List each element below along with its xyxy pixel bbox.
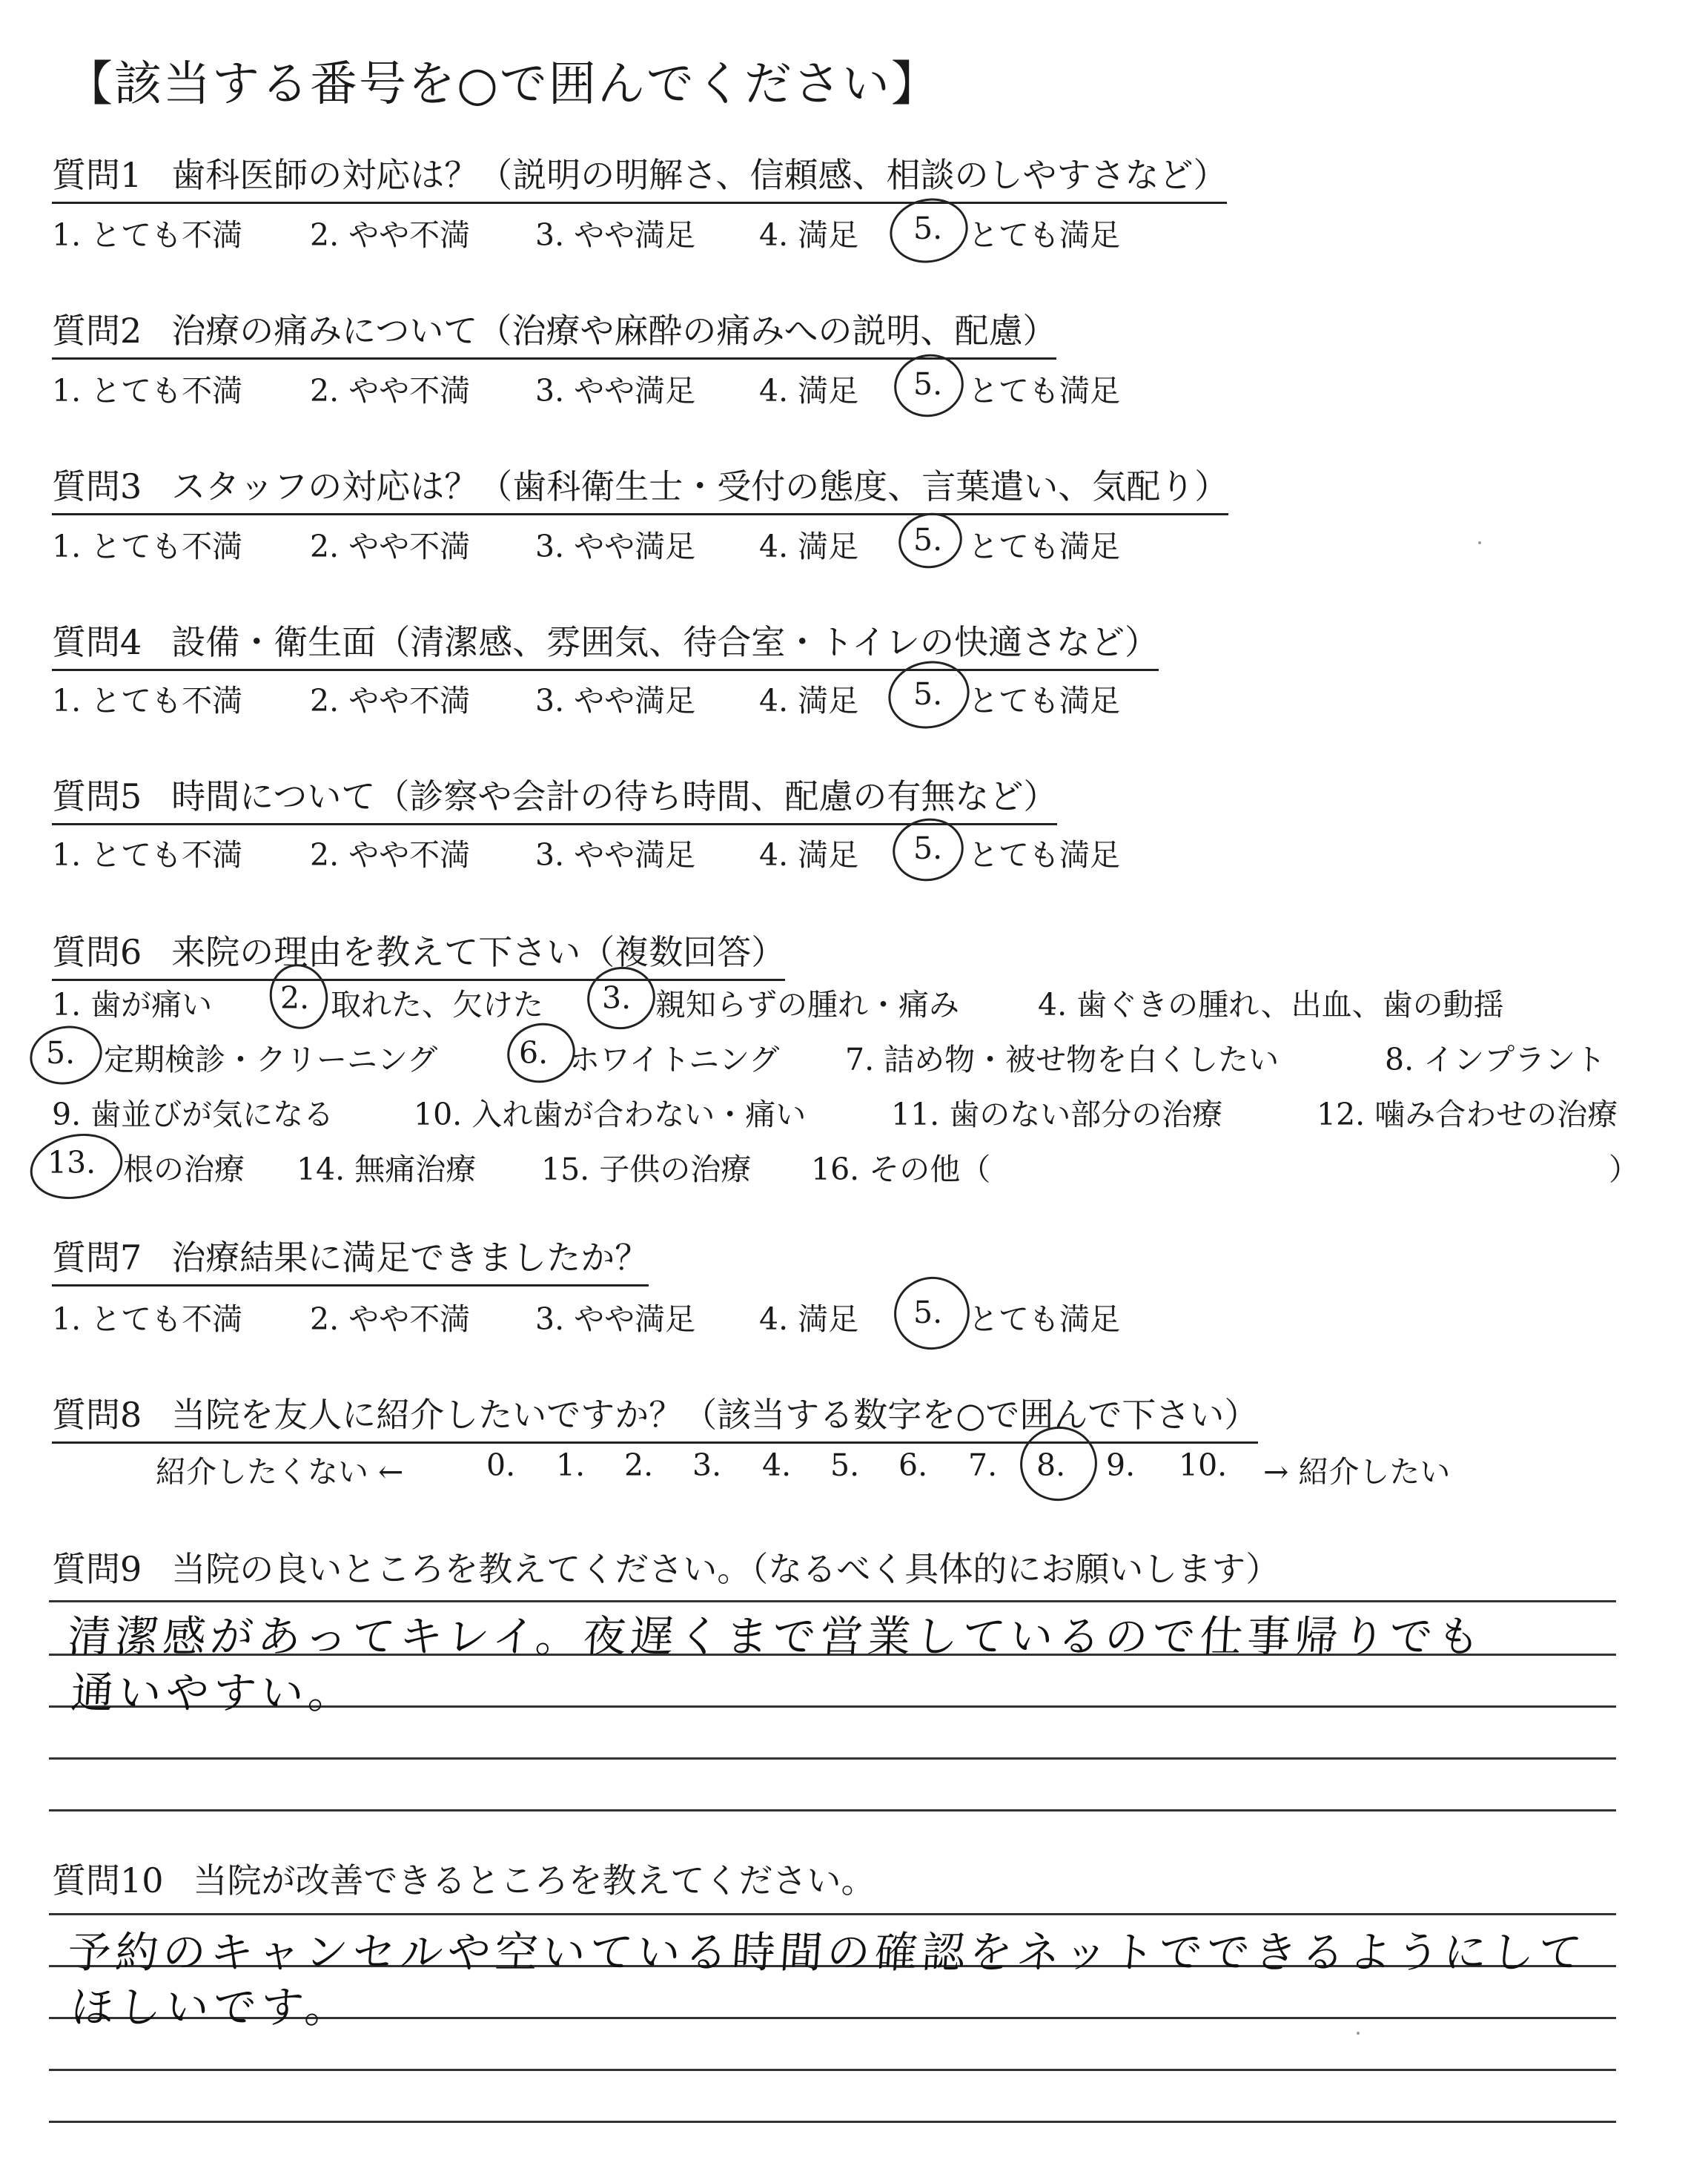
q5-option-3[interactable]: 3. やや満足 (535, 837, 696, 873)
q6-option-5-number[interactable]: 5. (46, 1035, 76, 1071)
question-3-text: スタッフの対応は？（歯科衛生士・受付の態度、言葉遣い、気配り） (171, 466, 1229, 506)
question-3-number: 質問3 (52, 466, 142, 506)
q6-option-6-number[interactable]: 6. (519, 1035, 549, 1071)
question-2-number: 質問2 (52, 311, 142, 351)
question-4-heading (52, 615, 1159, 671)
q6-option-9[interactable]: 9. 歯並びが気になる (52, 1097, 334, 1132)
q7-answer-circle (887, 1269, 976, 1356)
q8-left-label: 紹介したくない ← (156, 1454, 404, 1490)
q9-answer-line-5 (49, 1809, 1616, 1811)
q1-option-5[interactable]: 5. (913, 211, 943, 246)
q6-option-2-label: 取れた、欠けた (331, 987, 543, 1023)
q7-option-5-label: とても満足 (968, 1301, 1120, 1337)
question-10-heading (52, 1854, 875, 1903)
q5-option-2[interactable]: 2. やや不満 (310, 837, 471, 873)
q6-option-16-close-paren: ） (1609, 1152, 1639, 1187)
q4-option-4[interactable]: 4. 満足 (759, 683, 859, 719)
q2-option-4[interactable]: 4. 満足 (759, 373, 859, 409)
q3-answer-circle (893, 507, 967, 574)
question-9-text: 当院の良いところを教えてください。（なるべく具体的にお願いします） (171, 1549, 1280, 1589)
q9-answer-line-4 (49, 1757, 1616, 1760)
question-2-text: 治療の痛みについて（治療や麻酔の痛みへの説明、配慮） (171, 311, 1057, 351)
question-9-number: 質問9 (52, 1549, 142, 1589)
q7-option-1[interactable]: 1. とても不満 (52, 1301, 243, 1337)
question-5-number: 質問5 (52, 776, 142, 816)
q8-option-0[interactable]: 0. (486, 1447, 516, 1483)
q6-answer-circle-13 (24, 1126, 128, 1207)
q8-option-4[interactable]: 4. (762, 1447, 792, 1483)
q2-option-1[interactable]: 1. とても不満 (52, 373, 243, 409)
q10-answer-line-4 (49, 2069, 1616, 2071)
q2-option-2[interactable]: 2. やや不満 (310, 373, 471, 409)
q8-option-6[interactable]: 6. (898, 1447, 928, 1483)
q3-option-5-label: とても満足 (968, 529, 1120, 564)
question-1-text: 歯科医師の対応は？（説明の明解さ、信頼感、相談のしやすさなど） (171, 155, 1228, 195)
q8-option-2[interactable]: 2. (624, 1447, 654, 1483)
q3-option-3[interactable]: 3. やや満足 (535, 529, 696, 564)
q8-option-5[interactable]: 5. (830, 1447, 860, 1483)
question-1-number: 質問1 (52, 155, 142, 195)
question-6-number: 質問6 (52, 932, 142, 972)
q7-option-2[interactable]: 2. やや不満 (310, 1301, 471, 1337)
q6-option-11[interactable]: 11. 歯のない部分の治療 (891, 1097, 1223, 1132)
q5-option-4[interactable]: 4. 満足 (759, 837, 859, 873)
q1-option-3[interactable]: 3. やや満足 (535, 217, 696, 253)
question-3-heading (52, 460, 1228, 515)
q8-option-10[interactable]: 10. (1179, 1447, 1228, 1483)
q3-option-4[interactable]: 4. 満足 (759, 529, 859, 564)
question-10-number: 質問10 (52, 1860, 164, 1900)
q9-handwritten-answer-1: 清潔感があってキレイ。夜遅くまで営業しているので仕事帰りでも (66, 1611, 1486, 1662)
q6-option-12[interactable]: 12. 噛み合わせの治療 (1317, 1097, 1618, 1132)
q4-option-5[interactable]: 5. (913, 676, 943, 712)
question-5-text: 時間について（診察や会計の待ち時間、配慮の有無など） (171, 776, 1058, 816)
q8-option-1[interactable]: 1. (556, 1447, 586, 1483)
q4-option-2[interactable]: 2. やや不満 (310, 683, 471, 719)
q6-option-10[interactable]: 10. 入れ歯が合わない・痛い (414, 1097, 807, 1132)
scan-speck (1357, 2032, 1360, 2035)
q6-option-13-number[interactable]: 13. (47, 1145, 96, 1180)
q7-option-4[interactable]: 4. 満足 (759, 1301, 859, 1337)
q6-option-5-label: 定期検診・クリーニング (104, 1042, 438, 1077)
q6-option-16[interactable]: 16. その他（ (811, 1152, 991, 1187)
q6-option-3-number[interactable]: 3. (602, 980, 632, 1016)
q7-option-3[interactable]: 3. やや満足 (535, 1301, 696, 1337)
question-7-number: 質問7 (52, 1238, 142, 1278)
q5-option-5-label: とても満足 (968, 837, 1120, 873)
q2-option-5[interactable]: 5. (913, 366, 943, 402)
q6-option-6-label: ホワイトニング (569, 1042, 780, 1077)
q8-option-9[interactable]: 9. (1106, 1447, 1136, 1483)
question-8-text: 当院を友人に紹介したいですか？（該当する数字を○で囲んで下さい） (171, 1395, 1259, 1435)
q6-option-3-label: 親知らずの腫れ・痛み (655, 987, 959, 1023)
question-7-text: 治療結果に満足できましたか？ (171, 1238, 649, 1278)
question-1-heading (52, 148, 1227, 204)
q10-handwritten-answer-1: 予約のキャンセルや空いている時間の確認をネットでできるようにして (66, 1927, 1589, 1978)
q6-option-2-number[interactable]: 2. (280, 980, 310, 1016)
question-10-text: 当院が改善できるところを教えてください。 (193, 1860, 875, 1900)
q2-option-5-label: とても満足 (968, 373, 1120, 409)
q6-option-15[interactable]: 15. 子供の治療 (541, 1152, 752, 1187)
q1-option-2[interactable]: 2. やや不満 (310, 217, 471, 253)
question-5-heading (52, 770, 1057, 825)
question-7-heading (52, 1231, 649, 1287)
q10-answer-line-1 (49, 1913, 1616, 1915)
q6-option-8[interactable]: 8. インプラント (1385, 1042, 1606, 1077)
q6-option-14[interactable]: 14. 無痛治療 (297, 1152, 477, 1187)
q2-option-3[interactable]: 3. やや満足 (535, 373, 696, 409)
question-2-heading (52, 304, 1056, 360)
q7-option-5[interactable]: 5. (913, 1295, 943, 1330)
q8-option-7[interactable]: 7. (968, 1447, 998, 1483)
q3-option-2[interactable]: 2. やや不満 (310, 529, 471, 564)
q6-option-1[interactable]: 1. 歯が痛い (52, 987, 213, 1023)
q10-handwritten-answer-2: ほしいです。 (69, 1982, 354, 2032)
q6-answer-circle-5 (24, 1020, 107, 1091)
question-6-text: 来院の理由を教えて下さい（複数回答） (171, 932, 786, 972)
q3-option-5[interactable]: 5. (913, 522, 943, 558)
q6-option-7[interactable]: 7. 詰め物・被せ物を白くしたい (845, 1042, 1280, 1077)
question-4-number: 質問4 (52, 622, 142, 662)
q6-option-4[interactable]: 4. 歯ぐきの腫れ、出血、歯の動揺 (1038, 987, 1504, 1023)
q1-option-5-label: とても満足 (968, 217, 1120, 253)
q1-option-1[interactable]: 1. とても不満 (52, 217, 243, 253)
question-8-number: 質問8 (52, 1395, 142, 1435)
q10-answer-line-5 (49, 2121, 1616, 2123)
q4-option-1[interactable]: 1. とても不満 (52, 683, 243, 719)
question-9-heading (52, 1542, 1280, 1591)
q8-option-3[interactable]: 3. (692, 1447, 722, 1483)
q5-option-1[interactable]: 1. とても不満 (52, 837, 243, 873)
q4-option-3[interactable]: 3. やや満足 (535, 683, 696, 719)
q8-right-label: → 紹介したい (1263, 1454, 1451, 1490)
q6-option-13-label: 根の治療 (123, 1152, 245, 1187)
question-6-heading (52, 925, 785, 981)
q9-handwritten-answer-2: 通いやすい。 (69, 1668, 358, 1718)
q3-option-1[interactable]: 1. とても不満 (52, 529, 243, 564)
q5-option-5[interactable]: 5. (913, 830, 943, 866)
q4-option-5-label: とても満足 (968, 683, 1120, 719)
page-title: 【該当する番号を○で囲んでください】 (65, 57, 940, 112)
question-4-text: 設備・衛生面（清潔感、雰囲気、待合室・トイレの快適さなど） (171, 622, 1159, 662)
q1-option-4[interactable]: 4. 満足 (759, 217, 859, 253)
q8-option-8[interactable]: 8. (1036, 1447, 1066, 1483)
scan-speck (1478, 541, 1481, 544)
